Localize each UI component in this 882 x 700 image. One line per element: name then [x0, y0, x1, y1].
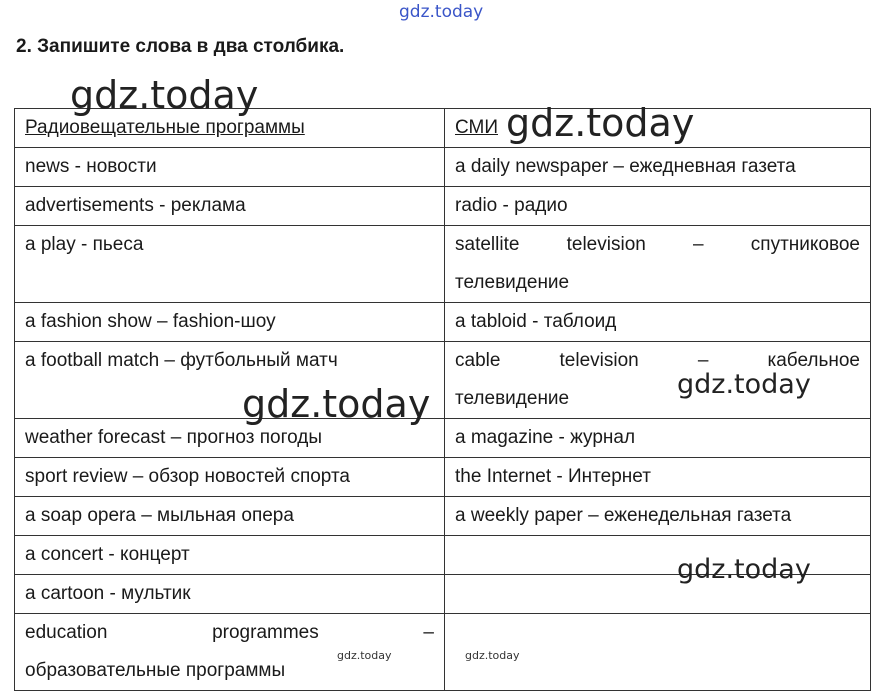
cell-right: a daily newspaper – ежедневная газета — [445, 148, 871, 187]
table-row — [15, 187, 871, 226]
cell-right: radio - радио — [445, 187, 871, 226]
watermark: gdz.today — [465, 649, 520, 662]
cell-left-line-2: образовательные программы — [25, 660, 286, 681]
watermark: gdz.today — [677, 554, 811, 585]
task-title: 2. Запишите слова в два столбика. — [16, 36, 345, 57]
cell-right-line-2: телевидение — [455, 272, 570, 293]
cell-right: the Internet - Интернет — [445, 458, 871, 497]
table-row — [15, 614, 871, 691]
table-row — [15, 303, 871, 342]
cell-right — [445, 226, 871, 303]
cell-left: a fashion show – fashion-шоу — [15, 303, 445, 342]
cell-left: a soap opera – мыльная опера — [15, 497, 445, 536]
watermark: gdz.today — [677, 369, 811, 400]
cell-right-line-2: телевидение — [455, 388, 570, 409]
table-row — [15, 148, 871, 187]
header-broadcast-programs: Радиовещательные программы — [25, 117, 305, 138]
watermark: gdz.today — [242, 382, 431, 426]
table-row — [15, 419, 871, 458]
cell-left: a play - пьеса — [15, 226, 445, 303]
cell-right-line-1: satellite television – спутниковое — [455, 234, 860, 255]
cell-left: weather forecast – прогноз погоды — [15, 419, 445, 458]
cell-right-line-1: cable television – кабельное — [455, 350, 860, 371]
cell-left: advertisements - реклама — [15, 187, 445, 226]
table-row — [15, 226, 871, 303]
watermark-top: gdz.today — [399, 2, 484, 22]
watermark: gdz.today — [506, 101, 695, 145]
table-row — [15, 458, 871, 497]
cell-left: a cartoon - мультик — [15, 575, 445, 614]
cell-left: a concert - концерт — [15, 536, 445, 575]
watermark: gdz.today — [70, 73, 259, 117]
header-media: СМИ — [455, 117, 498, 138]
cell-left: a football match – футбольный матч — [15, 342, 445, 419]
watermark: gdz.today — [337, 649, 392, 662]
cell-left: news - новости — [15, 148, 445, 187]
table-row — [15, 497, 871, 536]
cell-left-line-1: education programmes – — [25, 622, 434, 643]
cell-right: a weekly paper – еженедельная газета — [445, 497, 871, 536]
cell-right: a tabloid - таблоид — [445, 303, 871, 342]
cell-right: a magazine - журнал — [445, 419, 871, 458]
cell-left: sport review – обзор новостей спорта — [15, 458, 445, 497]
